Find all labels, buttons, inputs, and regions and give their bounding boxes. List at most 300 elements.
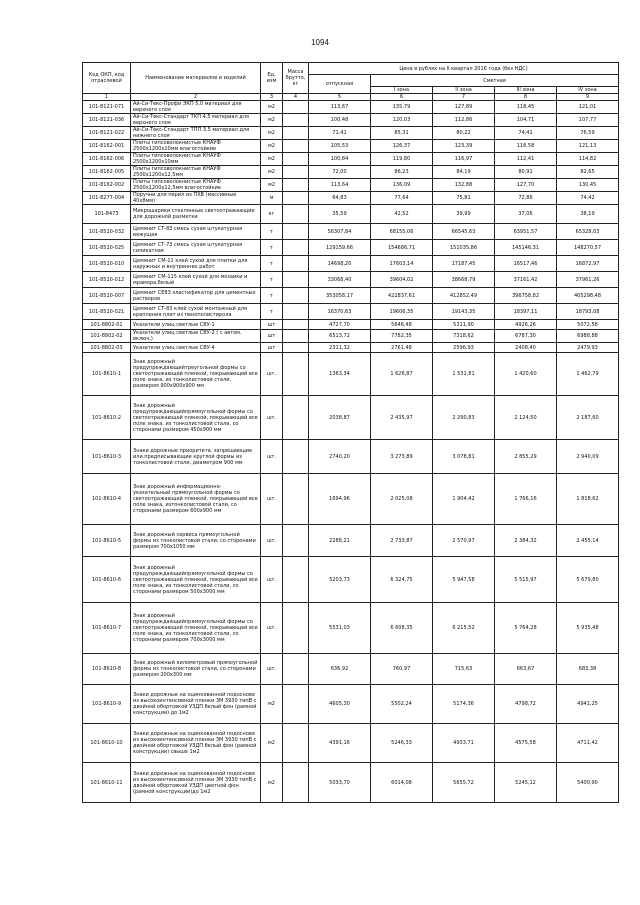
row-price-zone2: 75,81 — [433, 192, 495, 205]
row-price-otpusk: 636,92 — [309, 654, 371, 685]
row-price-zone1: 5502,24 — [371, 685, 433, 724]
row-price-zone1: 6 608,35 — [371, 603, 433, 654]
row-name: Цемянит СТ-83 клей сухой монтажный для крепления плит из пенополистирола — [131, 304, 261, 320]
row-name: Плиты гипсоволокнистые КНАУФ 2500х1200х10мм влагостойкие — [131, 140, 261, 153]
column-number: 5 — [309, 94, 371, 101]
row-mass — [283, 557, 309, 603]
row-price-zone2: 80,22 — [433, 127, 495, 140]
table-row — [83, 127, 619, 140]
row-code: 101-8610-10 — [83, 724, 131, 763]
row-code: 101-8510-025 — [83, 240, 131, 256]
row-price-zone1: 68155,06 — [371, 224, 433, 240]
row-price-zone3: 2 855,29 — [495, 440, 557, 474]
row-price-zone3: 74,41 — [495, 127, 557, 140]
row-price-zone1: 2 435,97 — [371, 396, 433, 440]
row-name: Цемянит СЕ83 эластификатор для цементных растворов — [131, 288, 261, 304]
row-price-zone4: 683,38 — [557, 654, 619, 685]
column-number: 9 — [557, 94, 619, 101]
row-code: 101-8162-006 — [83, 153, 131, 166]
row-price-zone4: 5 679,80 — [557, 557, 619, 603]
row-name: Плиты гипсоволокнистые КНАУФ 2500х1200х12,5мм — [131, 166, 261, 179]
row-price-otpusk: 33068,40 — [309, 272, 371, 288]
row-unit: шт. — [261, 654, 283, 685]
row-price-otpusk: 72,00 — [309, 166, 371, 179]
row-code: 101-8473 — [83, 205, 131, 224]
row-name: Знаки дорожные на оцинкованной подоснове из высокоинтенсивной пленки 3М 3930 типВ с двойной обортовкой УЗДП белый фон (рамной конструкции) свыше 1м2 — [131, 724, 261, 763]
row-price-zone2: 7318,62 — [433, 330, 495, 343]
row-price-zone2: 5655,72 — [433, 763, 495, 803]
row-price-zone4: 82,65 — [557, 166, 619, 179]
row-unit: шт. — [261, 603, 283, 654]
row-price-zone3: 4798,72 — [495, 685, 557, 724]
row-unit: шт. — [261, 525, 283, 557]
row-price-zone4: 74,42 — [557, 192, 619, 205]
row-mass — [283, 288, 309, 304]
row-price-otpusk: 2288,21 — [309, 525, 371, 557]
row-price-zone1: 7782,35 — [371, 330, 433, 343]
row-price-zone2: 84,19 — [433, 166, 495, 179]
table-row — [83, 557, 619, 603]
row-name: Цемянит СМ-115 клей сухой для мозаики и мрамора,белый — [131, 272, 261, 288]
row-mass — [283, 724, 309, 763]
row-code: 101-8121-036 — [83, 114, 131, 127]
row-price-zone1: 136,09 — [371, 179, 433, 192]
table-row — [83, 240, 619, 256]
row-unit: м2 — [261, 179, 283, 192]
column-number: 7 — [433, 94, 495, 101]
row-name: Указатели улиц светлые СВУ-4 — [131, 343, 261, 353]
row-price-zone3: 127,70 — [495, 179, 557, 192]
table-row — [83, 440, 619, 474]
row-price-zone1: 5646,48 — [371, 320, 433, 330]
row-unit: м2 — [261, 685, 283, 724]
row-name: Знак дорожный километровый прямоугольной формы из тонколистовой стали, со сторонами размером 200х300 мм — [131, 654, 261, 685]
row-price-zone2: 17187,45 — [433, 256, 495, 272]
row-code: 101-8802-01 — [83, 320, 131, 330]
row-unit: шт. — [261, 474, 283, 525]
row-price-zone4: 5072,58 — [557, 320, 619, 330]
row-name: Ай-Си-Текс-Стандарт ТКП 4,5 материал для верхнего слоя — [131, 114, 261, 127]
row-code: 101-8162-005 — [83, 166, 131, 179]
row-code: 101-8121-071 — [83, 101, 131, 114]
table-row — [83, 654, 619, 685]
row-name: Знак дорожный сервиса прямоугольной формы из тонколистовой стали, со сторонами размером 700х1050 мм — [131, 525, 261, 557]
row-name: Знак дорожный предупреждающийпрямоугольной формы со светоотражающей пленкой, покрывающей все поле знака, из тонколистовой стали, со сторонами размером 500х3000 мм — [131, 557, 261, 603]
row-unit: м2 — [261, 153, 283, 166]
row-price-otpusk: 105,53 — [309, 140, 371, 153]
row-unit: м2 — [261, 101, 283, 114]
row-unit: м — [261, 192, 283, 205]
header-zone: III зона — [495, 87, 557, 94]
row-price-zone2: 3 078,81 — [433, 440, 495, 474]
row-price-zone4: 18793,08 — [557, 304, 619, 320]
row-mass — [283, 343, 309, 353]
header-code: Код ОКП, код отраслевой — [83, 63, 131, 94]
row-price-zone2: 5174,36 — [433, 685, 495, 724]
row-mass — [283, 127, 309, 140]
header-zone: I зона — [371, 87, 433, 94]
row-price-zone1: 2 733,87 — [371, 525, 433, 557]
row-unit: т — [261, 224, 283, 240]
table-row — [83, 724, 619, 763]
table-row — [83, 304, 619, 320]
header-zone: IV зона — [557, 87, 619, 94]
row-price-otpusk: 71,41 — [309, 127, 371, 140]
row-name: Знак дорожный предупреждающийпрямоугольной формы со светоотражающей пленкой, покрывающей все поле знака, из тонколистовой стали, со сторонами размером 450х900 мм — [131, 396, 261, 440]
row-unit: м2 — [261, 114, 283, 127]
row-code: 101-8610-1 — [83, 353, 131, 396]
column-number: 3 — [261, 94, 283, 101]
row-code: 101-8510-007 — [83, 288, 131, 304]
row-name: Ай-Си-Текс-Профи ЭКП 5,0 материал для верхнего слоя — [131, 101, 261, 114]
row-code: 101-8802-02 — [83, 330, 131, 343]
row-price-zone1: 1 626,87 — [371, 353, 433, 396]
row-code: 101-8510-021 — [83, 304, 131, 320]
row-mass — [283, 179, 309, 192]
row-mass — [283, 474, 309, 525]
row-unit: т — [261, 304, 283, 320]
table-body — [83, 101, 619, 803]
row-price-otpusk: 129159,66 — [309, 240, 371, 256]
row-name: Микрошарики стеклянные светоотражающие для дорожной разметки — [131, 205, 261, 224]
row-price-zone2: 6 215,52 — [433, 603, 495, 654]
row-price-zone4: 4941,25 — [557, 685, 619, 724]
row-mass — [283, 330, 309, 343]
column-number: 1 — [83, 94, 131, 101]
row-name: Указатели улиц светлые СВУ-1 — [131, 320, 261, 330]
column-number: 2 — [131, 94, 261, 101]
row-price-zone3: 1 766,16 — [495, 474, 557, 525]
row-code: 101-8162-002 — [83, 179, 131, 192]
row-price-zone3: 2408,40 — [495, 343, 557, 353]
row-price-zone4: 6988,88 — [557, 330, 619, 343]
row-price-zone4: 37961,26 — [557, 272, 619, 288]
row-unit: м2 — [261, 140, 283, 153]
row-code: 101-8610-2 — [83, 396, 131, 440]
row-mass — [283, 192, 309, 205]
row-price-zone3: 18397,11 — [495, 304, 557, 320]
row-price-zone1: 19606,35 — [371, 304, 433, 320]
row-price-zone3: 396758,82 — [495, 288, 557, 304]
row-price-zone3: 4926,26 — [495, 320, 557, 330]
table-row — [83, 192, 619, 205]
row-price-otpusk: 1694,96 — [309, 474, 371, 525]
table-row — [83, 179, 619, 192]
row-price-zone1: 120,03 — [371, 114, 433, 127]
row-price-otpusk: 353058,17 — [309, 288, 371, 304]
row-mass — [283, 440, 309, 474]
row-price-zone2: 2 290,83 — [433, 396, 495, 440]
row-price-zone1: 3 273,89 — [371, 440, 433, 474]
table-row — [83, 525, 619, 557]
table-row — [83, 256, 619, 272]
table-row — [83, 153, 619, 166]
row-code: 101-8510-010 — [83, 256, 131, 272]
row-price-zone4: 65328,03 — [557, 224, 619, 240]
row-price-zone1: 126,37 — [371, 140, 433, 153]
row-price-zone4: 121,13 — [557, 140, 619, 153]
row-code: 101-8610-7 — [83, 603, 131, 654]
row-unit: шт. — [261, 353, 283, 396]
table-row — [83, 603, 619, 654]
row-price-zone4: 5 935,48 — [557, 603, 619, 654]
table-row — [83, 763, 619, 803]
row-price-zone2: 116,97 — [433, 153, 495, 166]
column-number: 6 — [371, 94, 433, 101]
row-mass — [283, 396, 309, 440]
row-unit: т — [261, 256, 283, 272]
row-unit: м2 — [261, 724, 283, 763]
row-price-zone4: 1 818,62 — [557, 474, 619, 525]
row-price-zone1: 86,23 — [371, 166, 433, 179]
row-price-zone2: 5311,90 — [433, 320, 495, 330]
row-name: Знак дорожный предупреждающийтреугольной формы со светоотражающей пленкой, покрывающей все поле знака, из тонколистовой стали, размером 900х900х900 мм — [131, 353, 261, 396]
row-mass — [283, 685, 309, 724]
row-mass — [283, 224, 309, 240]
row-code: 101-8802-03 — [83, 343, 131, 353]
row-price-otpusk: 4391,16 — [309, 724, 371, 763]
row-price-zone4: 38,19 — [557, 205, 619, 224]
table-row — [83, 330, 619, 343]
row-price-zone4: 121,01 — [557, 101, 619, 114]
row-price-otpusk: 2740,20 — [309, 440, 371, 474]
row-price-zone3: 80,91 — [495, 166, 557, 179]
row-price-zone4: 2 187,60 — [557, 396, 619, 440]
row-price-zone4: 16872,97 — [557, 256, 619, 272]
row-code: 101-8610-4 — [83, 474, 131, 525]
table-row — [83, 474, 619, 525]
table-row — [83, 114, 619, 127]
table-row — [83, 320, 619, 330]
row-price-otpusk: 64,83 — [309, 192, 371, 205]
row-code: 101-8277-004 — [83, 192, 131, 205]
row-code: 101-8610-11 — [83, 763, 131, 803]
row-price-zone1: 85,31 — [371, 127, 433, 140]
row-price-zone3: 72,86 — [495, 192, 557, 205]
row-mass — [283, 525, 309, 557]
table-row — [83, 101, 619, 114]
row-price-zone2: 66545,63 — [433, 224, 495, 240]
header-zone: II зона — [433, 87, 495, 94]
row-unit: шт. — [261, 557, 283, 603]
price-table — [82, 62, 619, 803]
row-price-zone1: 39604,02 — [371, 272, 433, 288]
row-price-zone4: 76,59 — [557, 127, 619, 140]
header-unit: Ед. изм — [261, 63, 283, 94]
row-code: 101-8610-9 — [83, 685, 131, 724]
row-price-otpusk: 14698,20 — [309, 256, 371, 272]
table-row — [83, 685, 619, 724]
row-unit: шт — [261, 320, 283, 330]
row-price-zone2: 112,86 — [433, 114, 495, 127]
row-price-otpusk: 113,67 — [309, 101, 371, 114]
row-name: Знаки дорожные на оцинкованной подоснове из высокоинтенсивной пленки 3М 3930 типВ с двойной обортовкой УЗДП цветной фон (рамной конструкции)до 1м2 — [131, 763, 261, 803]
row-unit: шт — [261, 343, 283, 353]
row-unit: м2 — [261, 166, 283, 179]
row-price-zone3: 4575,58 — [495, 724, 557, 763]
row-price-zone3: 16517,46 — [495, 256, 557, 272]
row-unit: т — [261, 272, 283, 288]
row-code: 101-8610-6 — [83, 557, 131, 603]
table-row — [83, 166, 619, 179]
row-unit: шт. — [261, 396, 283, 440]
row-name: Ай-Си-Текс-Стандарт ТПП 3,5 материал для нижнего слоя — [131, 127, 261, 140]
header-smetnaya: Сметная — [371, 75, 619, 87]
row-price-otpusk: 16370,63 — [309, 304, 371, 320]
row-price-zone2: 715,63 — [433, 654, 495, 685]
row-price-zone3: 663,67 — [495, 654, 557, 685]
row-mass — [283, 272, 309, 288]
row-price-zone4: 2479,93 — [557, 343, 619, 353]
row-price-zone2: 2596,93 — [433, 343, 495, 353]
row-mass — [283, 320, 309, 330]
row-code: 101-8162-001 — [83, 140, 131, 153]
row-unit: т — [261, 288, 283, 304]
row-mass — [283, 166, 309, 179]
row-price-zone3: 63951,57 — [495, 224, 557, 240]
row-name: Знак дорожный предупреждающийпрямоугольной формы со светоотражающей пленкой, покрывающей все поле знака, из тонколистовой стали, со сторонами размером 700х3000 мм — [131, 603, 261, 654]
row-price-zone1: 2761,48 — [371, 343, 433, 353]
row-price-zone4: 148270,57 — [557, 240, 619, 256]
row-price-zone1: 154686,71 — [371, 240, 433, 256]
row-price-zone4: 2 455,14 — [557, 525, 619, 557]
row-mass — [283, 140, 309, 153]
row-price-otpusk: 2311,32 — [309, 343, 371, 353]
row-price-zone4: 4711,42 — [557, 724, 619, 763]
row-price-otpusk: 2038,87 — [309, 396, 371, 440]
row-price-zone3: 118,45 — [495, 101, 557, 114]
row-price-otpusk: 35,59 — [309, 205, 371, 224]
row-mass — [283, 101, 309, 114]
page-number: 1094 — [311, 38, 329, 47]
row-price-zone3: 5 764,28 — [495, 603, 557, 654]
row-mass — [283, 153, 309, 166]
table-row — [83, 140, 619, 153]
row-price-otpusk: 4727,70 — [309, 320, 371, 330]
row-price-otpusk: 113,64 — [309, 179, 371, 192]
row-price-zone3: 5 515,97 — [495, 557, 557, 603]
row-price-otpusk: 5203,73 — [309, 557, 371, 603]
row-price-zone2: 151035,86 — [433, 240, 495, 256]
row-name: Знак дорожный информационно-указательный прямоугольной формы со светоотражающей пленкой, покрывающей все поле знака, изтонколистовой стали, со сторонами размером 600х900 мм — [131, 474, 261, 525]
row-mass — [283, 654, 309, 685]
row-price-otpusk: 100,48 — [309, 114, 371, 127]
row-price-zone3: 6787,30 — [495, 330, 557, 343]
table-row — [83, 205, 619, 224]
row-price-zone2: 123,39 — [433, 140, 495, 153]
row-price-zone2: 412852,49 — [433, 288, 495, 304]
row-code: 101-8510-032 — [83, 224, 131, 240]
row-mass — [283, 205, 309, 224]
row-unit: шт. — [261, 440, 283, 474]
row-price-zone4: 130,45 — [557, 179, 619, 192]
row-name: Цемянит СТ-83 смесь сухая штукатурная вяжущая — [131, 224, 261, 240]
row-price-zone4: 107,77 — [557, 114, 619, 127]
row-price-zone2: 5 947,58 — [433, 557, 495, 603]
row-price-zone3: 2 384,32 — [495, 525, 557, 557]
row-mass — [283, 353, 309, 396]
row-name: Плиты гипсоволокнистые КНАУФ 2500х1200х10мм — [131, 153, 261, 166]
row-price-zone1: 17603,14 — [371, 256, 433, 272]
row-price-otpusk: 6513,72 — [309, 330, 371, 343]
row-code: 101-8510-012 — [83, 272, 131, 288]
table-row — [83, 224, 619, 240]
row-price-zone1: 42,52 — [371, 205, 433, 224]
row-price-otpusk: 100,84 — [309, 153, 371, 166]
table-row — [83, 272, 619, 288]
row-unit: шт — [261, 330, 283, 343]
header-otpusk: отпускная — [309, 75, 371, 94]
row-price-zone3: 37,06 — [495, 205, 557, 224]
row-price-zone1: 135,79 — [371, 101, 433, 114]
row-price-zone1: 2 025,08 — [371, 474, 433, 525]
table-row — [83, 396, 619, 440]
row-name: Поручни для перил из ПХВ (массивные 40х8мм) — [131, 192, 261, 205]
row-price-otpusk: 4605,30 — [309, 685, 371, 724]
row-unit: т — [261, 240, 283, 256]
row-price-zone2: 19143,35 — [433, 304, 495, 320]
row-unit: м2 — [261, 763, 283, 803]
row-price-zone3: 104,71 — [495, 114, 557, 127]
row-price-zone1: 6 324,75 — [371, 557, 433, 603]
row-price-zone2: 132,88 — [433, 179, 495, 192]
row-price-zone2: 1 904,42 — [433, 474, 495, 525]
table-row — [83, 288, 619, 304]
row-price-zone1: 5246,33 — [371, 724, 433, 763]
row-price-zone2: 38668,79 — [433, 272, 495, 288]
row-price-zone3: 112,41 — [495, 153, 557, 166]
row-name: Указатели улиц светлые СВУ-2 ( с автом. включ.) — [131, 330, 261, 343]
row-name: Цемянит СТ-73 смесь сухая штукатурная силикатная — [131, 240, 261, 256]
table-row — [83, 343, 619, 353]
row-price-zone2: 39,99 — [433, 205, 495, 224]
row-name: Цемянит СМ-11 клей сухой для плитки для наружных и внутренних работ — [131, 256, 261, 272]
header-mass: Масса брутто, кг — [283, 63, 309, 94]
row-price-zone1: 6014,08 — [371, 763, 433, 803]
row-price-zone1: 77,64 — [371, 192, 433, 205]
header-name: Наименование материалов и изделий — [131, 63, 261, 94]
row-price-zone4: 405298,48 — [557, 288, 619, 304]
row-mass — [283, 114, 309, 127]
row-price-zone4: 5400,90 — [557, 763, 619, 803]
row-code: 101-8610-3 — [83, 440, 131, 474]
row-price-zone3: 2 124,50 — [495, 396, 557, 440]
column-number: 4 — [283, 94, 309, 101]
row-price-otpusk: 5033,70 — [309, 763, 371, 803]
row-name: Знаки дорожные приоритета, запрещающие или предписывающие круглой формы из тонколистовой стали, диаметром 900 мм — [131, 440, 261, 474]
row-mass — [283, 763, 309, 803]
row-price-zone1: 760,97 — [371, 654, 433, 685]
row-unit: м2 — [261, 127, 283, 140]
row-code: 101-8121-022 — [83, 127, 131, 140]
row-code: 101-8610-5 — [83, 525, 131, 557]
row-price-zone2: 2 570,97 — [433, 525, 495, 557]
row-price-zone3: 118,58 — [495, 140, 557, 153]
row-price-otpusk: 1363,34 — [309, 353, 371, 396]
row-price-zone2: 4933,71 — [433, 724, 495, 763]
row-price-zone4: 1 462,79 — [557, 353, 619, 396]
row-price-zone4: 114,82 — [557, 153, 619, 166]
row-mass — [283, 603, 309, 654]
row-price-zone4: 2 940,09 — [557, 440, 619, 474]
row-price-otpusk: 56307,84 — [309, 224, 371, 240]
row-price-otpusk: 5531,03 — [309, 603, 371, 654]
row-mass — [283, 304, 309, 320]
row-price-zone1: 119,80 — [371, 153, 433, 166]
row-price-zone3: 1 420,60 — [495, 353, 557, 396]
row-name: Плиты гипсоволокнистые КНАУФ 2500х1200х12,5мм влагостойкие — [131, 179, 261, 192]
row-name: Знаки дорожные на оцинкованной подоснове из высокоинтенсивной пленки 3М 3930 типВ с двойной обортовкой УЗДП белый фон (рамной конструкции) до 1м2 — [131, 685, 261, 724]
